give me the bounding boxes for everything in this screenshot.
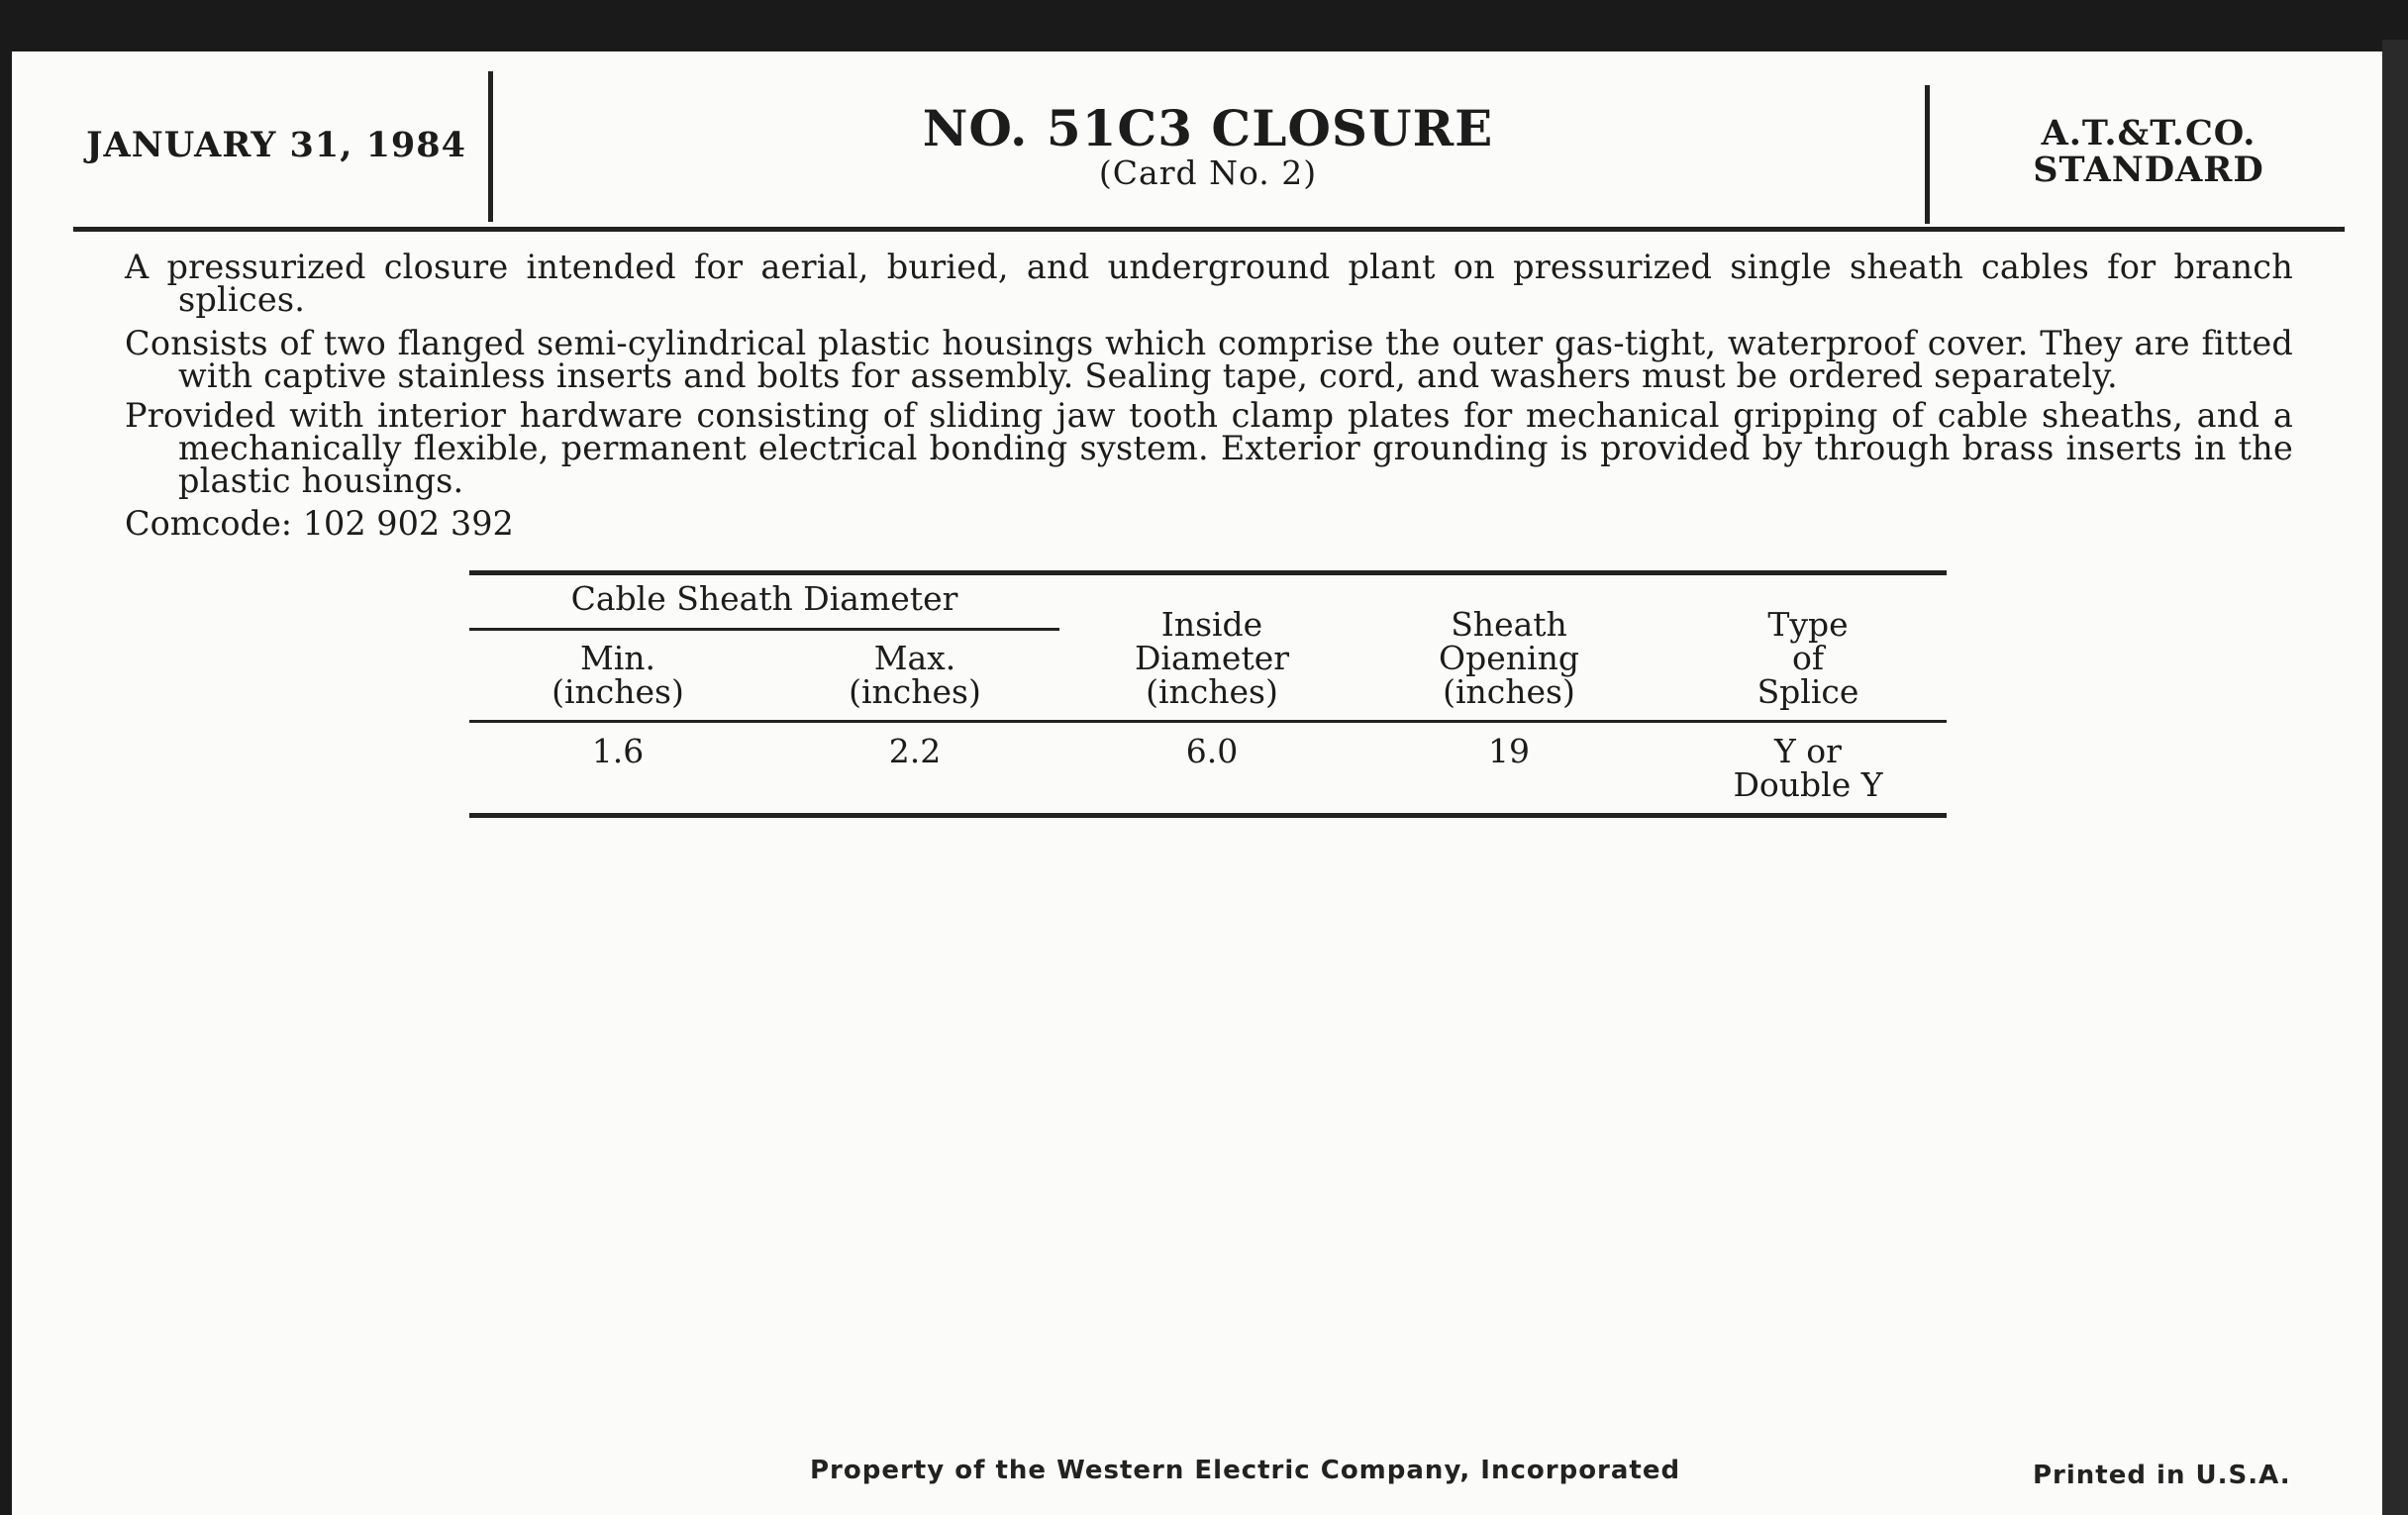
col-sheath-line1: Sheath bbox=[1451, 605, 1567, 644]
header-divider-right bbox=[1925, 85, 1930, 224]
group-header-rule bbox=[469, 628, 1059, 631]
card-title: NO. 51C3 CLOSURE bbox=[922, 99, 1494, 157]
col-inside-line3: (inches) bbox=[1146, 672, 1278, 711]
cell-sheath-opening: 19 bbox=[1488, 732, 1530, 770]
table-header-rule bbox=[469, 720, 1947, 723]
table-bottom-rule bbox=[469, 813, 1947, 818]
description-paragraph-1: A pressurized closure intended for aerial, buried, and underground plant on pressurized single sheath cables for branch splices. bbox=[125, 248, 2293, 319]
table-top-rule bbox=[469, 570, 1947, 575]
cell-splice-line2: Double Y bbox=[1733, 765, 1883, 804]
standard-label bbox=[1941, 115, 2357, 188]
footer-printed: Printed in U.S.A. bbox=[2033, 1461, 2291, 1490]
card-subtitle: (Card No. 2) bbox=[1098, 153, 1318, 192]
comcode: Comcode: 102 902 392 bbox=[125, 504, 514, 543]
card-date: JANUARY 31, 1984 bbox=[86, 125, 466, 165]
standard-line-1: A.T.&T.CO. bbox=[2041, 113, 2257, 153]
col-max-line2: (inches) bbox=[849, 672, 981, 711]
col-header-inside-diameter bbox=[1063, 605, 1360, 711]
col-header-min bbox=[469, 639, 766, 711]
col-max-line1: Max. bbox=[873, 639, 956, 677]
cell-max: 2.2 bbox=[888, 732, 942, 770]
group-header: Cable Sheath Diameter bbox=[570, 579, 958, 618]
col-inside-line1: Inside bbox=[1160, 605, 1263, 644]
header-divider-left bbox=[488, 71, 493, 222]
col-type-line2: of bbox=[1791, 639, 1825, 677]
col-header-sheath-opening bbox=[1360, 605, 1657, 711]
scan-edge bbox=[2382, 40, 2408, 1515]
col-sheath-line3: (inches) bbox=[1443, 672, 1575, 711]
cell-inside-diameter: 6.0 bbox=[1185, 732, 1239, 770]
col-header-max bbox=[766, 639, 1063, 711]
col-type-line1: Type bbox=[1767, 605, 1849, 644]
col-inside-line2: Diameter bbox=[1134, 639, 1290, 677]
col-sheath-line2: Opening bbox=[1439, 639, 1579, 677]
cell-splice-line1: Y or bbox=[1774, 732, 1842, 770]
footer-property: Property of the Western Electric Company, Incorporated bbox=[810, 1456, 1681, 1485]
cell-min: 1.6 bbox=[591, 732, 645, 770]
col-min-line2: (inches) bbox=[552, 672, 684, 711]
header-rule bbox=[73, 227, 2345, 232]
col-min-line1: Min. bbox=[579, 639, 656, 677]
col-header-type-of-splice bbox=[1659, 605, 1956, 711]
standard-line-2: STANDARD bbox=[2033, 150, 2264, 190]
cell-type-of-splice bbox=[1659, 732, 1956, 804]
col-type-line3: Splice bbox=[1756, 672, 1859, 711]
description-paragraph-3: Provided with interior hardware consisting of sliding jaw tooth clamp plates for mechanical gripping of cable sheaths, and a mechanically flexible, permanent electrical bonding system. Exterior grounding is provided by through brass inserts in the plastic housings. bbox=[125, 396, 2293, 500]
description-paragraph-2: Consists of two flanged semi-cylindrical plastic housings which comprise the outer gas-tight, waterproof cover. They are fitted with captive stainless inserts and bolts for assembly. Sealing tape, cord, and washers must be ordered separately. bbox=[125, 324, 2293, 395]
